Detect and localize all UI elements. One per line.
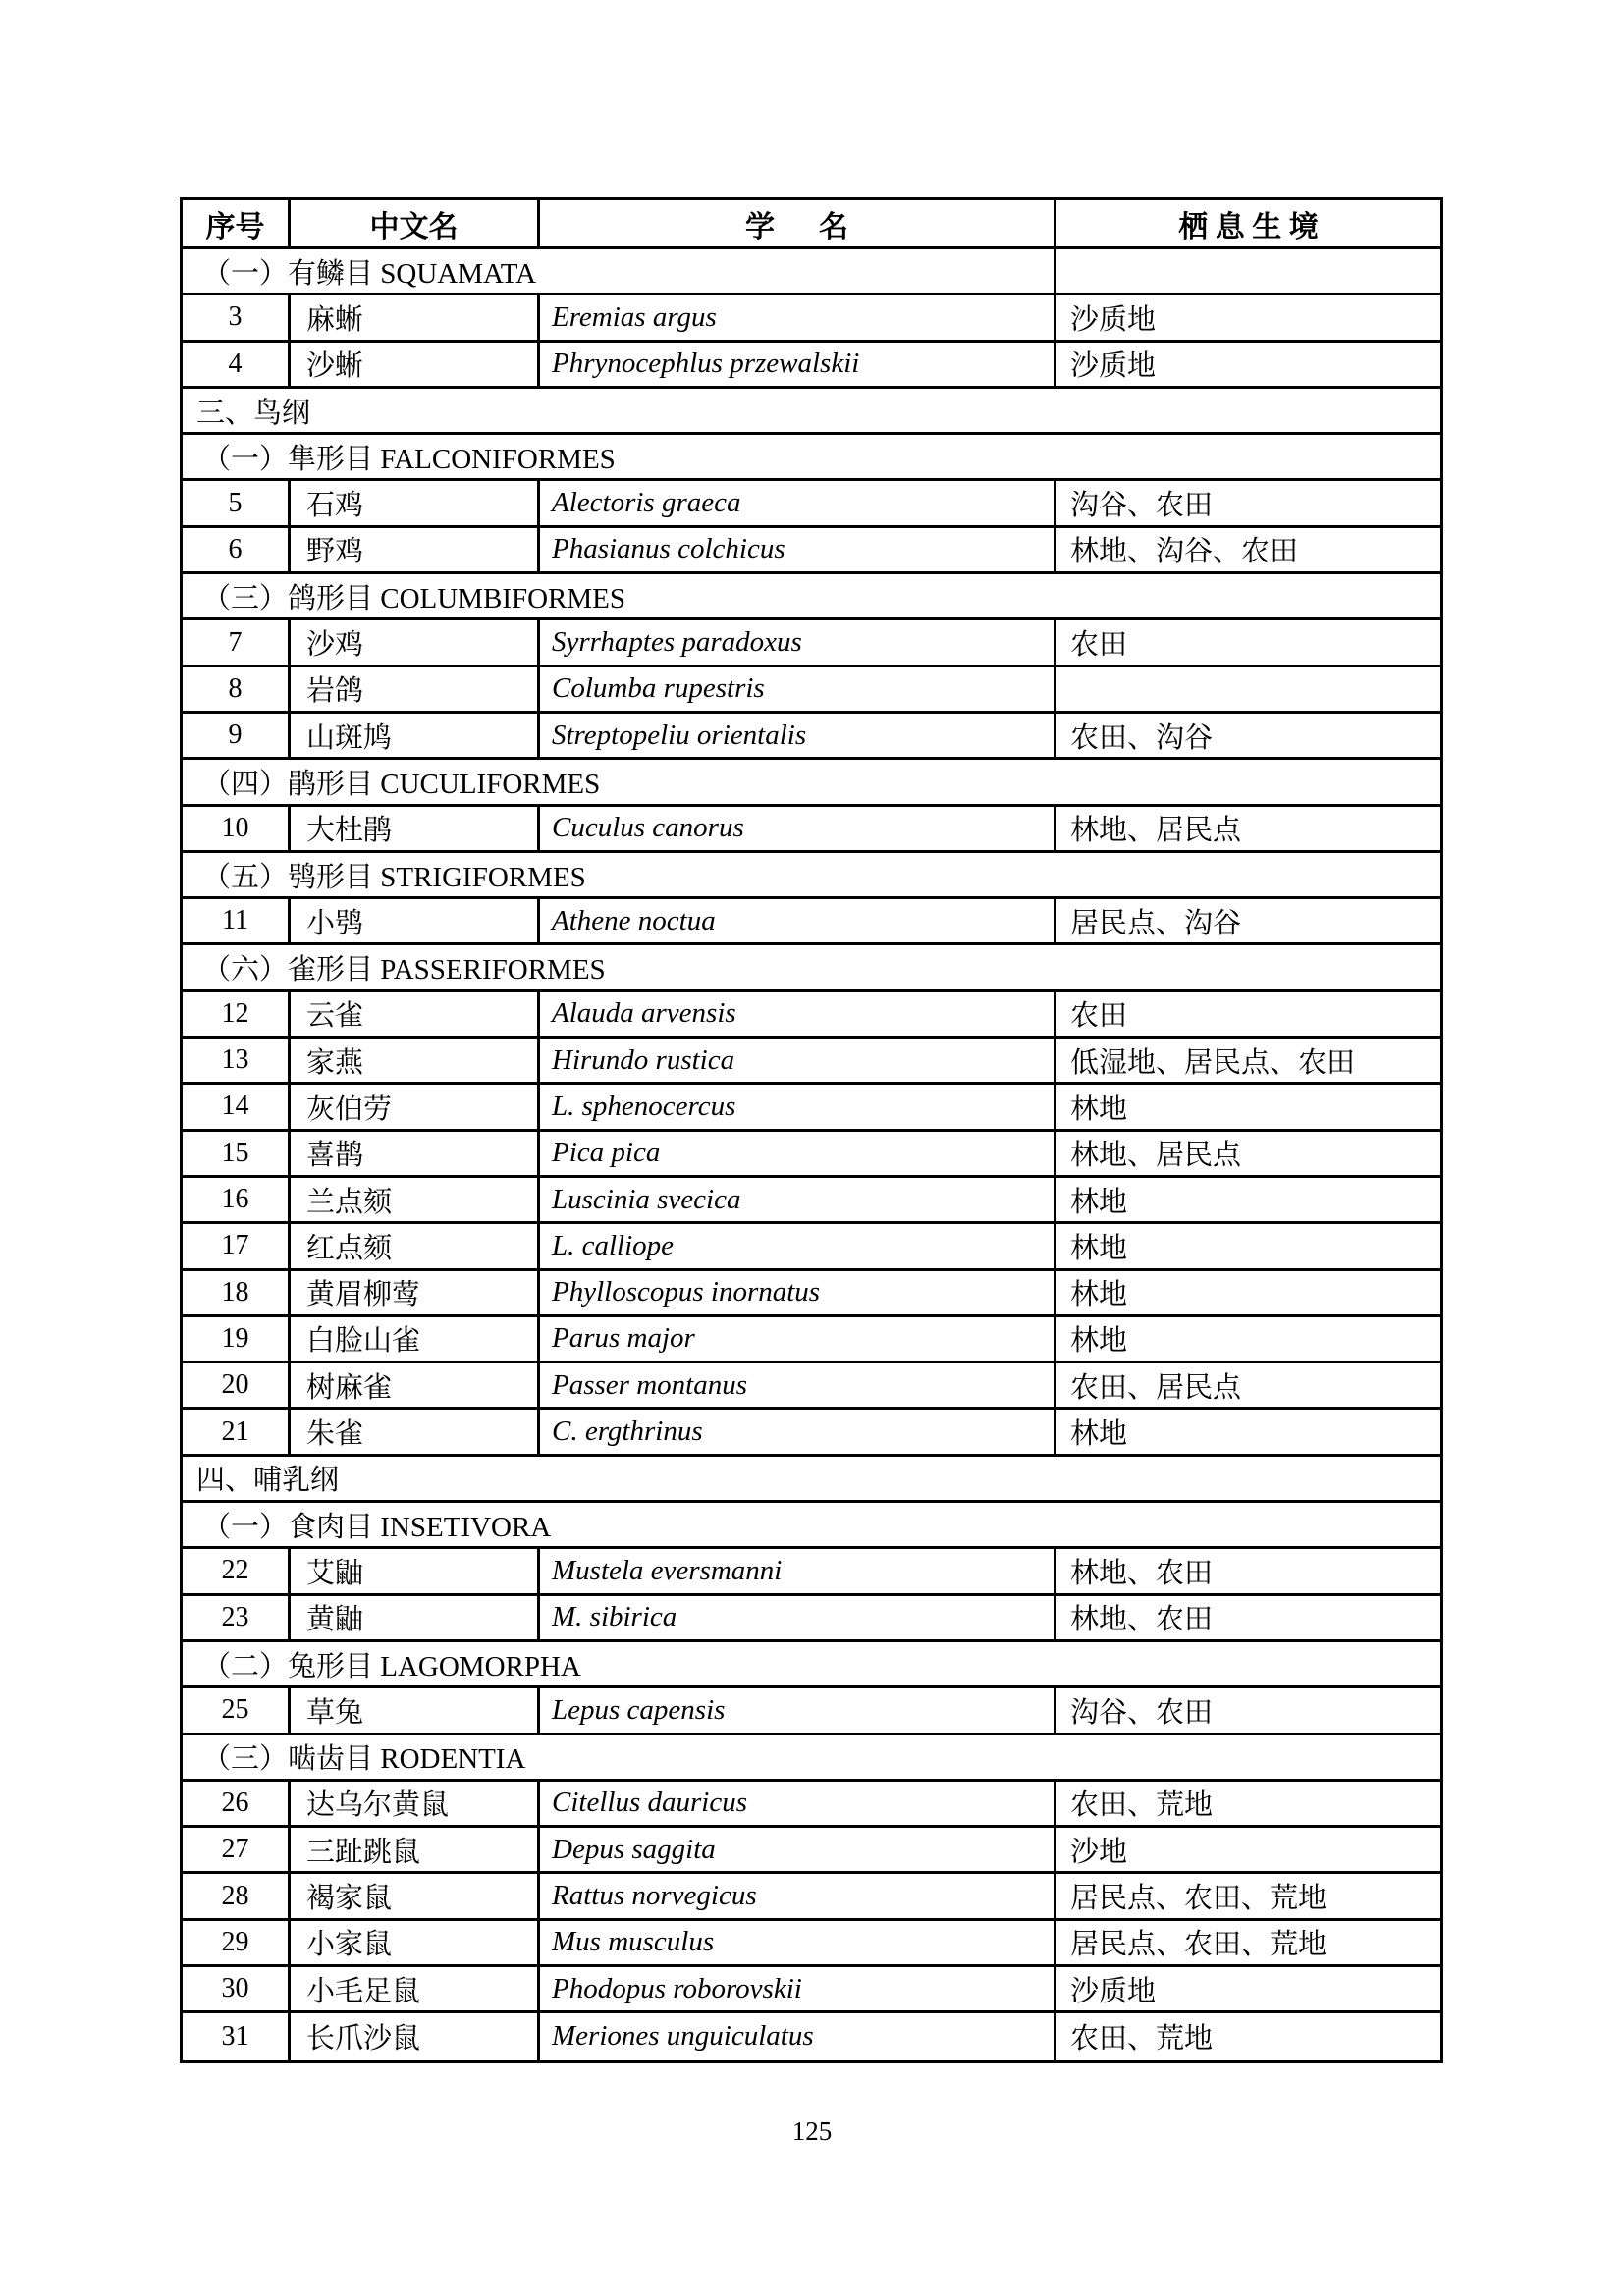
cell-chinese-name: 兰点颏 [291,1178,540,1221]
cell-habitat: 农田、荒地 [1070,2023,1214,2056]
table-row [183,1363,1440,1410]
cell-number: 31 [183,2013,291,2059]
cell-habitat: 林地、农田 [1070,1604,1214,1636]
cell-habitat: 农田、荒地 [1070,1789,1214,1822]
table-row [183,1782,1440,1828]
table-row [183,1039,1440,1085]
table-row [183,1921,1440,1967]
table-row [183,1549,1440,1595]
cell-number: 21 [183,1410,291,1453]
row-label: （五）鸮形目 STRIGIFORMES [202,861,586,893]
row-label: （二）兔形目 LAGOMORPHA [202,1650,581,1682]
cell-scientific-name: Mustela eversmanni [540,1549,1056,1592]
cell-scientific-name: Alectoris graeca [540,481,1056,524]
cell-habitat: 林地、沟谷、农田 [1070,536,1299,568]
cell-chinese-name: 岩鸽 [291,667,540,711]
cell-number: 14 [183,1085,291,1128]
table-row [183,1596,1440,1642]
cell-chinese-name: 艾鼬 [291,1549,540,1592]
cell-chinese-name: 达乌尔黄鼠 [291,1782,540,1825]
cell-number: 11 [183,899,291,942]
row-label: （三）啮齿目 RODENTIA [202,1743,526,1776]
cell-habitat [1056,667,1440,711]
cell-number: 4 [183,343,291,386]
cell-chinese-name: 三趾跳鼠 [291,1828,540,1871]
cell-habitat: 林地、农田 [1070,1557,1214,1589]
cell-habitat: 居民点、农田、荒地 [1070,1883,1327,1915]
table-row [183,1317,1440,1363]
cell-number: 15 [183,1132,291,1175]
cell-number: 25 [183,1688,291,1732]
cell-number: 30 [183,1967,291,2010]
cell-habitat: 林地、居民点 [1070,1140,1242,1172]
table-row [183,1132,1440,1178]
cell-chinese-name: 沙蜥 [291,343,540,386]
cell-number: 18 [183,1271,291,1314]
cell-scientific-name: Columba rupestris [540,667,1056,711]
cell-number: 8 [183,667,291,711]
cell-scientific-name: L. sphenocercus [540,1085,1056,1128]
table-row [183,899,1440,945]
cell-chinese-name: 麻蜥 [291,295,540,339]
cell-habitat: 林地 [1070,1093,1128,1125]
cell-chinese-name: 小鸮 [291,899,540,942]
species-table [180,197,1443,2063]
cell-scientific-name: Luscinia svecica [540,1178,1056,1221]
cell-number: 16 [183,1178,291,1221]
cell-scientific-name: Citellus dauricus [540,1782,1056,1825]
table-row [183,1874,1440,1920]
cell-number: 12 [183,992,291,1036]
cell-scientific-name: Depus saggita [540,1828,1056,1871]
cell-habitat: 农田 [1070,629,1128,662]
cell-empty [1056,249,1440,293]
cell-habitat: 农田 [1070,1000,1128,1033]
header-cell-scientific-name: 学 名 [540,200,1056,246]
cell-scientific-name: Pica pica [540,1132,1056,1175]
table-row [183,1828,1440,1874]
cell-chinese-name: 白脸山雀 [291,1317,540,1361]
cell-number: 26 [183,1782,291,1825]
section-row [183,1642,1440,1688]
header-cell-habitat: 栖 息 生 境 [1178,210,1319,243]
cell-habitat: 沙地 [1070,1836,1128,1868]
cell-scientific-name: Cuculus canorus [540,807,1056,850]
cell-habitat: 沟谷、农田 [1070,490,1214,522]
section-row [183,249,1440,295]
cell-scientific-name: Alauda arvensis [540,992,1056,1036]
cell-number: 3 [183,295,291,339]
cell-number: 19 [183,1317,291,1361]
table-row [183,992,1440,1039]
cell-scientific-name: L. calliope [540,1224,1056,1267]
cell-number: 6 [183,528,291,571]
cell-chinese-name: 朱雀 [291,1410,540,1453]
table-row [183,620,1440,667]
cell-chinese-name: 沙鸡 [291,620,540,664]
cell-habitat: 沙质地 [1070,1975,1157,2007]
row-label: （三）鸽形目 COLUMBIFORMES [202,582,626,614]
table-row [183,1085,1440,1131]
cell-chinese-name: 石鸡 [291,481,540,524]
table-row [183,2013,1440,2059]
cell-scientific-name: Phodopus roborovskii [540,1967,1056,2010]
table-row [183,1967,1440,2013]
cell-habitat: 沟谷、农田 [1070,1696,1214,1729]
cell-chinese-name: 小毛足鼠 [291,1967,540,2010]
header-cell-chinese-name: 中文名 [291,200,540,246]
section-row [183,760,1440,806]
cell-number: 5 [183,481,291,524]
cell-scientific-name: Phasianus colchicus [540,528,1056,571]
table-row [183,1410,1440,1456]
table-row [183,528,1440,574]
row-label: （一）隼形目 FALCONIFORMES [202,443,616,475]
section-row [183,1735,1440,1782]
cell-chinese-name: 红点颏 [291,1224,540,1267]
class-row [183,1457,1440,1503]
cell-chinese-name: 黄眉柳莺 [291,1271,540,1314]
table-row [183,295,1440,342]
cell-chinese-name: 大杜鹃 [291,807,540,850]
cell-number: 28 [183,1874,291,1917]
cell-scientific-name: Passer montanus [540,1363,1056,1407]
cell-habitat: 沙质地 [1070,350,1157,383]
cell-number: 23 [183,1596,291,1639]
table-row [183,1224,1440,1270]
section-row [183,945,1440,991]
cell-number: 7 [183,620,291,664]
cell-habitat: 林地 [1070,1418,1128,1451]
class-row [183,389,1440,435]
cell-number: 27 [183,1828,291,1871]
cell-number: 20 [183,1363,291,1407]
section-row [183,574,1440,620]
cell-scientific-name: Phylloscopus inornatus [540,1271,1056,1314]
table-header-row [183,200,1440,249]
row-label: （六）雀形目 PASSERIFORMES [202,954,606,987]
cell-habitat: 林地 [1070,1232,1128,1264]
cell-scientific-name: Streptopeliu orientalis [540,714,1056,757]
table-row [183,807,1440,853]
cell-chinese-name: 小家鼠 [291,1921,540,1964]
cell-scientific-name: Syrrhaptes paradoxus [540,620,1056,664]
cell-chinese-name: 云雀 [291,992,540,1036]
cell-chinese-name: 草兔 [291,1688,540,1732]
cell-habitat: 林地 [1070,1186,1128,1218]
cell-chinese-name: 野鸡 [291,528,540,571]
cell-scientific-name: Meriones unguiculatus [540,2013,1056,2059]
cell-scientific-name: Lepus capensis [540,1688,1056,1732]
cell-habitat: 沙质地 [1070,303,1157,336]
cell-habitat: 低湿地、居民点、农田 [1070,1046,1356,1079]
cell-habitat: 农田、沟谷 [1070,721,1214,754]
cell-scientific-name: Mus musculus [540,1921,1056,1964]
table-row [183,343,1440,389]
section-row [183,853,1440,899]
row-label: 三、鸟纲 [196,397,311,429]
table-row [183,1178,1440,1224]
row-label: （四）鹃形目 CUCULIFORMES [202,768,601,800]
row-label: （一）有鳞目 SQUAMATA [183,249,1056,293]
cell-habitat: 居民点、农田、荒地 [1070,1929,1327,1961]
header-cell-number: 序号 [183,200,291,246]
table-row [183,667,1440,714]
cell-scientific-name: Parus major [540,1317,1056,1361]
cell-scientific-name: Athene noctua [540,899,1056,942]
cell-chinese-name: 喜鹊 [291,1132,540,1175]
cell-scientific-name: Eremias argus [540,295,1056,339]
table-row [183,481,1440,527]
cell-number: 10 [183,807,291,850]
row-label: 四、哺乳纲 [196,1465,340,1497]
table-row [183,714,1440,760]
page-number: 125 [791,2116,833,2146]
cell-chinese-name: 树麻雀 [291,1363,540,1407]
cell-number: 17 [183,1224,291,1267]
table-row [183,1271,1440,1317]
cell-scientific-name: Rattus norvegicus [540,1874,1056,1917]
cell-number: 9 [183,714,291,757]
table-row [183,1688,1440,1735]
cell-habitat: 林地、居民点 [1070,815,1242,847]
cell-habitat: 林地 [1070,1279,1128,1311]
cell-chinese-name: 山斑鸠 [291,714,540,757]
cell-habitat: 居民点、沟谷 [1070,907,1242,939]
cell-chinese-name: 黄鼬 [291,1596,540,1639]
cell-chinese-name: 褐家鼠 [291,1874,540,1917]
section-row [183,435,1440,481]
cell-scientific-name: Phrynocephlus przewalskii [540,343,1056,386]
cell-habitat: 农田、居民点 [1070,1371,1242,1404]
section-row [183,1503,1440,1549]
cell-scientific-name: M. sibirica [540,1596,1056,1639]
cell-number: 13 [183,1039,291,1082]
cell-scientific-name: Hirundo rustica [540,1039,1056,1082]
row-label: （一）食肉目 INSETIVORA [202,1511,552,1543]
cell-number: 22 [183,1549,291,1592]
cell-chinese-name: 家燕 [291,1039,540,1082]
cell-habitat: 林地 [1070,1325,1128,1358]
cell-number: 29 [183,1921,291,1964]
cell-chinese-name: 灰伯劳 [291,1085,540,1128]
cell-scientific-name: C. ergthrinus [540,1410,1056,1453]
cell-chinese-name: 长爪沙鼠 [291,2013,540,2059]
